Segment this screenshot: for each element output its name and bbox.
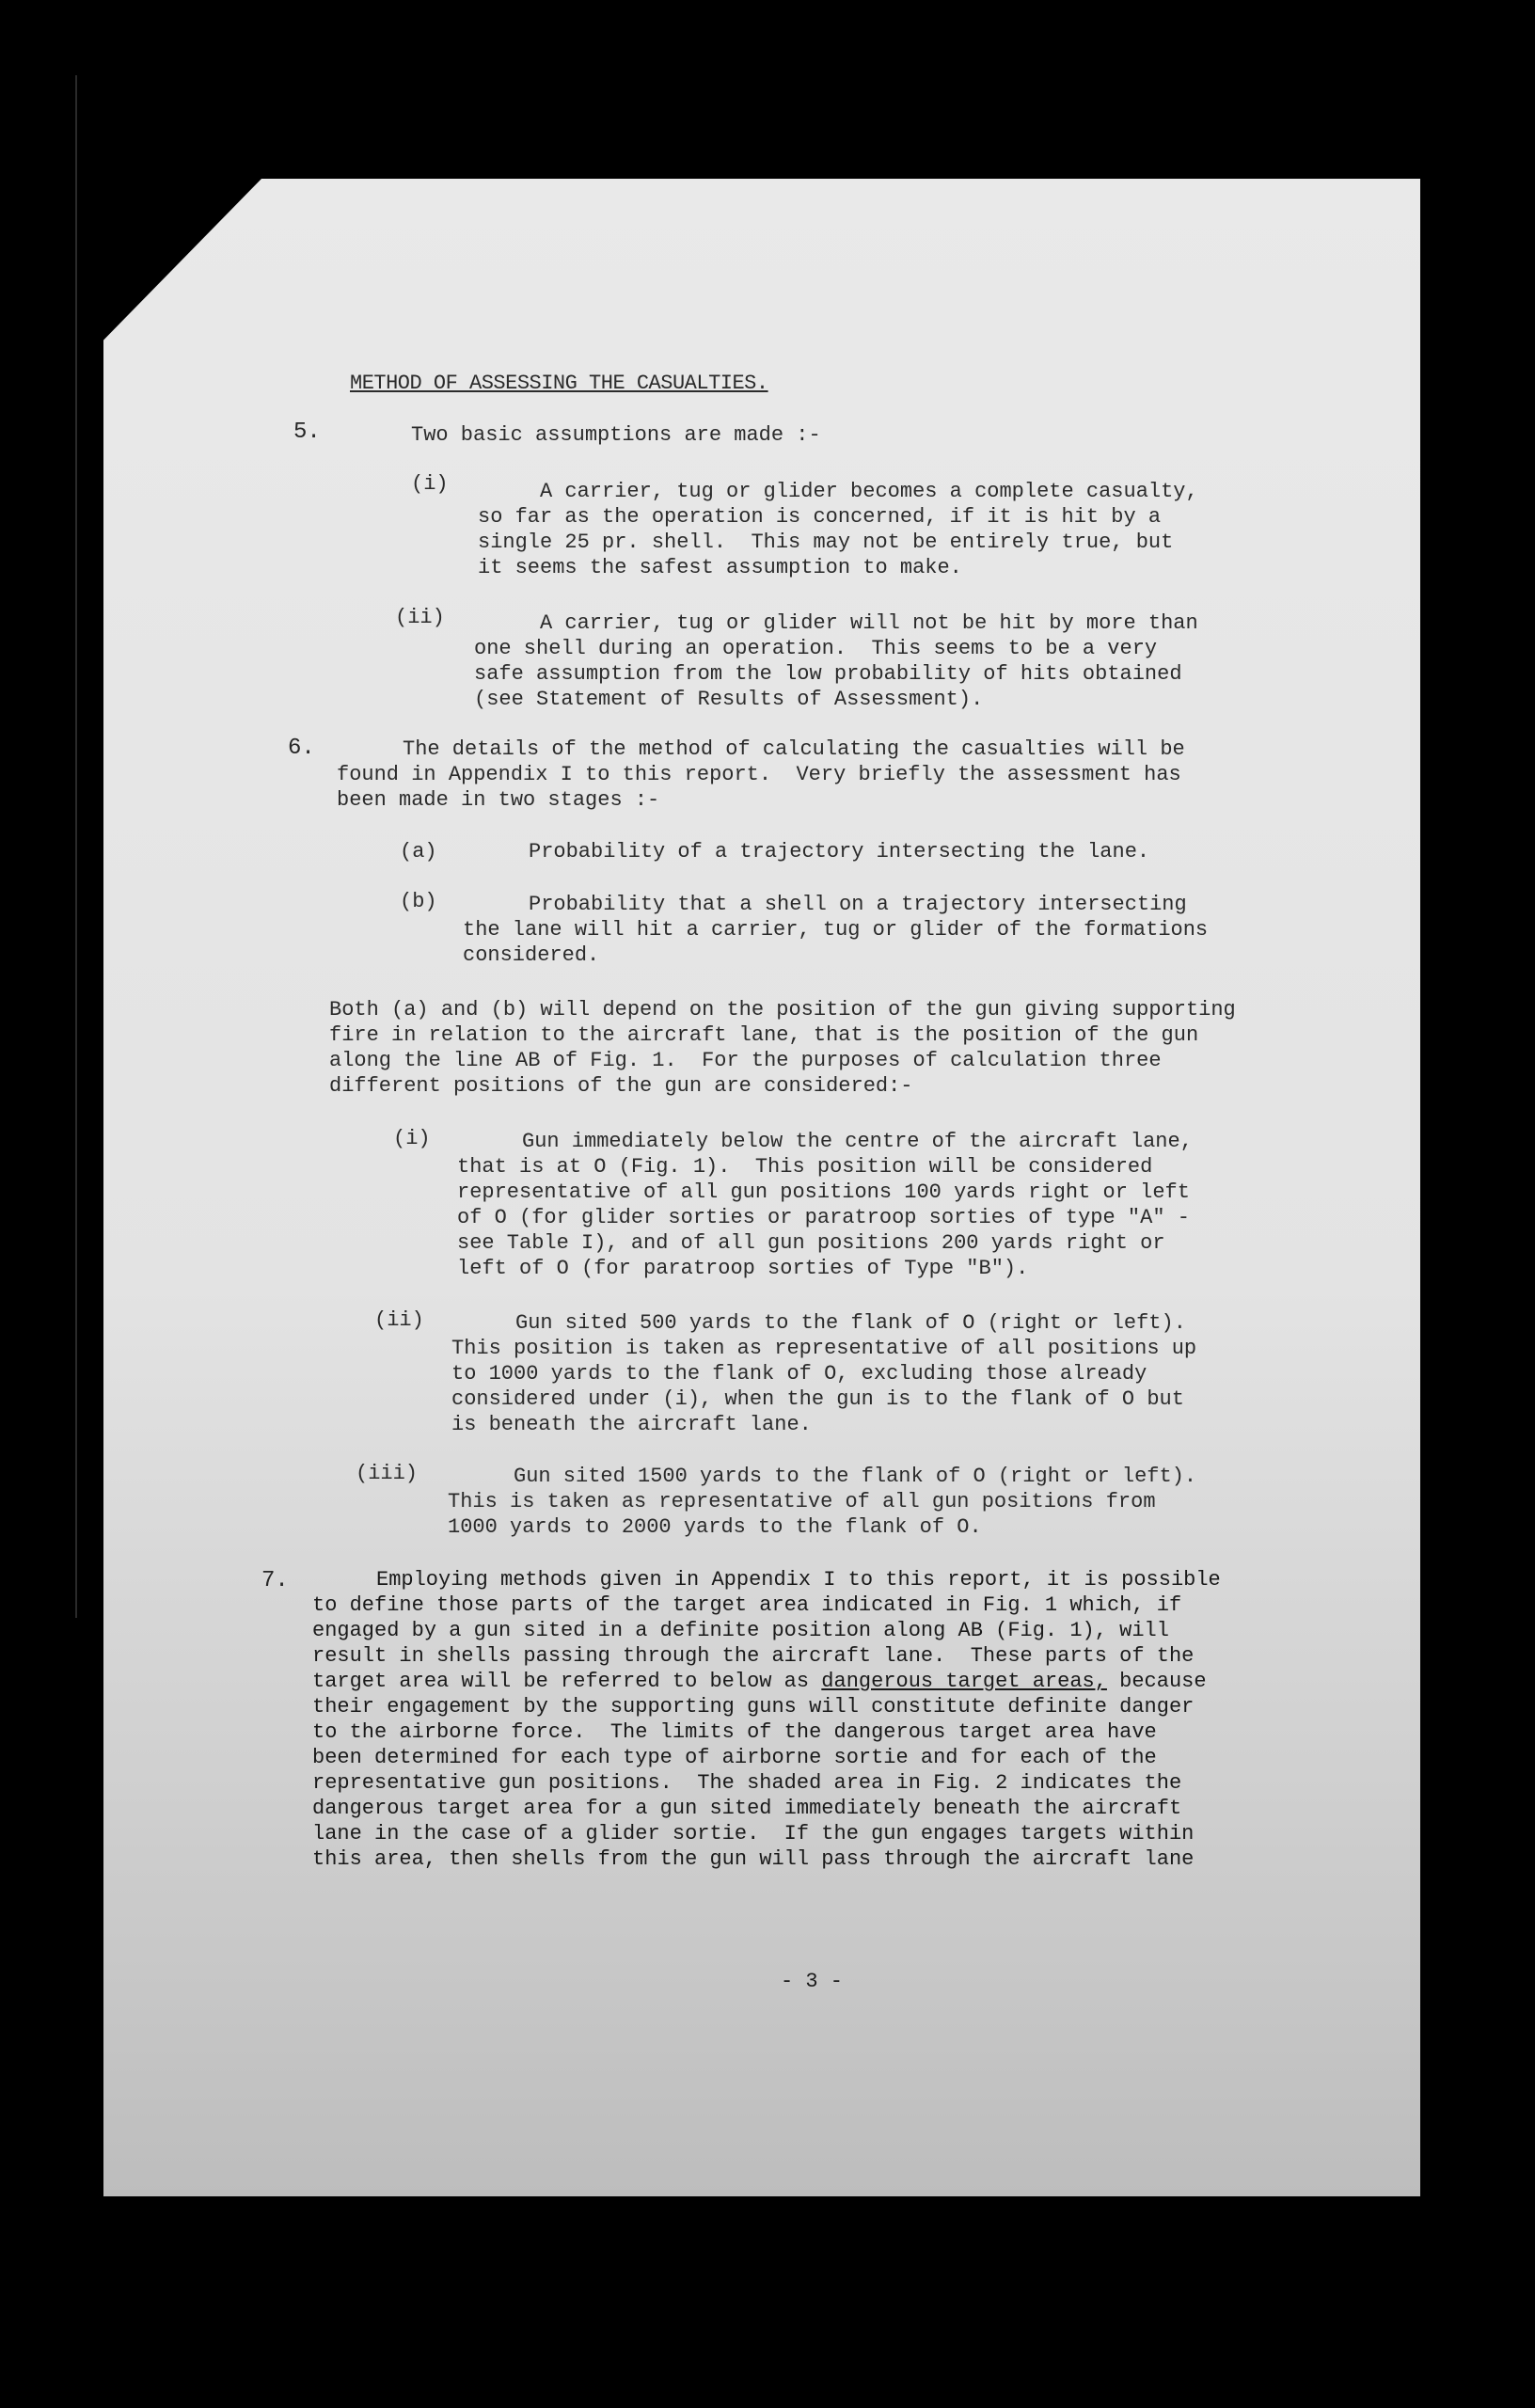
paragraph-6-number: 6. xyxy=(288,736,315,761)
paragraph-7-line: this area, then shells from the gun will pass through the aircraft lane xyxy=(312,1847,1195,1871)
p6-both-line: along the line AB of Fig. 1. For the purposes of calculation three xyxy=(329,1049,1162,1072)
p6-item-b-line: Probability that a shell on a trajectory intersecting xyxy=(529,893,1187,916)
paragraph-7-line: their engagement by the supporting guns will constitute definite danger xyxy=(312,1695,1195,1719)
p5-item-ii-line: A carrier, tug or glider will not be hit by more than xyxy=(540,611,1198,635)
p6-item-a-text: Probability of a trajectory intersecting the lane. xyxy=(529,840,1150,863)
scan-edge-line xyxy=(75,75,77,1618)
p5-item-ii-line: safe assumption from the low probability of hits obtained xyxy=(474,662,1182,686)
p6-item-iii-line: This is taken as representative of all gun positions from xyxy=(448,1490,1156,1513)
p5-item-i-label: (i) xyxy=(411,472,449,496)
p6-item-iii-line: Gun sited 1500 yards to the flank of O (right or left). xyxy=(514,1465,1197,1488)
p5-item-ii-line: (see Statement of Results of Assessment). xyxy=(474,688,984,711)
p6-item-ii-line: to 1000 yards to the flank of O, excluding those already xyxy=(451,1362,1147,1386)
paragraph-6-line: been made in two stages :- xyxy=(337,788,660,812)
paragraph-7-number: 7. xyxy=(261,1568,289,1593)
paragraph-7-line: result in shells passing through the aircraft lane. These parts of the xyxy=(312,1644,1195,1668)
p6-item-iii-line: 1000 yards to 2000 yards to the flank of O. xyxy=(448,1515,982,1539)
p6-item-iii-label: (iii) xyxy=(356,1462,419,1485)
paragraph-7-line: to define those parts of the target area indicated in Fig. 1 which, if xyxy=(312,1593,1182,1617)
paragraph-6-line: The details of the method of calculating the casualties will be xyxy=(403,737,1185,761)
paragraph-7-line xyxy=(312,1671,1207,1692)
p6-item-ii-label: (ii) xyxy=(374,1308,424,1332)
p6-both-line: different positions of the gun are considered:- xyxy=(329,1074,913,1098)
paragraph-7-line: Employing methods given in Appendix I to this report, it is possible xyxy=(376,1568,1221,1592)
paragraph-7-text: target area will be referred to below as xyxy=(312,1670,822,1693)
p5-item-ii-label: (ii) xyxy=(395,606,445,629)
p6-item-i-line: that is at O (Fig. 1). This position will be considered xyxy=(457,1155,1153,1179)
p6-item-i-line: representative of all gun positions 100 yards right or left xyxy=(457,1180,1190,1204)
p6-both-line: fire in relation to the aircraft lane, that is the position of the gun xyxy=(329,1023,1199,1047)
p6-item-i-line: see Table I), and of all gun positions 200 yards right or xyxy=(457,1231,1165,1255)
p5-item-i-line: it seems the safest assumption to make. xyxy=(478,556,962,579)
paragraph-7-line: representative gun positions. The shaded area in Fig. 2 indicates the xyxy=(312,1771,1182,1795)
paragraph-5-number: 5. xyxy=(293,420,321,445)
p6-item-b-line: considered. xyxy=(463,943,600,967)
p6-item-b-line: the lane will hit a carrier, tug or glider of the formations xyxy=(463,918,1209,942)
p6-item-i-line: of O (for glider sorties or paratroop sorties of type "A" - xyxy=(457,1206,1190,1229)
p6-item-a-label: (a) xyxy=(400,840,437,863)
paragraph-7-line: engaged by a gun sited in a definite position along AB (Fig. 1), will xyxy=(312,1619,1169,1642)
paragraph-7-line: to the airborne force. The limits of the dangerous target area have xyxy=(312,1720,1157,1744)
p6-both-line: Both (a) and (b) will depend on the position of the gun giving supporting xyxy=(329,998,1236,1022)
p6-item-ii-line: Gun sited 500 yards to the flank of O (right or left). xyxy=(515,1311,1186,1335)
section-heading: METHOD OF ASSESSING THE CASUALTIES. xyxy=(350,372,768,395)
p5-item-i-line: single 25 pr. shell. This may not be entirely true, but xyxy=(478,531,1174,554)
p6-item-ii-line: This position is taken as representative of all positions up xyxy=(451,1337,1197,1360)
paragraph-7-text: because xyxy=(1106,1670,1207,1693)
p6-item-i-line: Gun immediately below the centre of the aircraft lane, xyxy=(522,1130,1193,1153)
paragraph-5-intro: Two basic assumptions are made :- xyxy=(411,423,821,447)
p6-item-ii-line: considered under (i), when the gun is to the flank of O but xyxy=(451,1387,1184,1411)
p6-item-b-label: (b) xyxy=(400,890,437,913)
paragraph-6-line: found in Appendix I to this report. Very briefly the assessment has xyxy=(337,763,1181,786)
p6-item-i-label: (i) xyxy=(393,1127,431,1150)
paragraph-7-line: lane in the case of a glider sortie. If the gun engages targets within xyxy=(312,1822,1195,1846)
dangerous-target-areas-term: dangerous target areas, xyxy=(821,1670,1107,1693)
paragraph-7-line: been determined for each type of airborne sortie and for each of the xyxy=(312,1746,1157,1769)
p5-item-ii-line: one shell during an operation. This seems to be a very xyxy=(474,637,1158,660)
p6-item-ii-line: is beneath the aircraft lane. xyxy=(451,1413,812,1436)
p5-item-i-line: A carrier, tug or glider becomes a complete casualty, xyxy=(540,480,1198,503)
paragraph-7-line: dangerous target area for a gun sited immediately beneath the aircraft xyxy=(312,1797,1182,1820)
page-number: - 3 - xyxy=(781,1970,844,1993)
p5-item-i-line: so far as the operation is concerned, if it is hit by a xyxy=(478,505,1162,529)
p6-item-i-line: left of O (for paratroop sorties of Type "B"). xyxy=(457,1257,1029,1280)
